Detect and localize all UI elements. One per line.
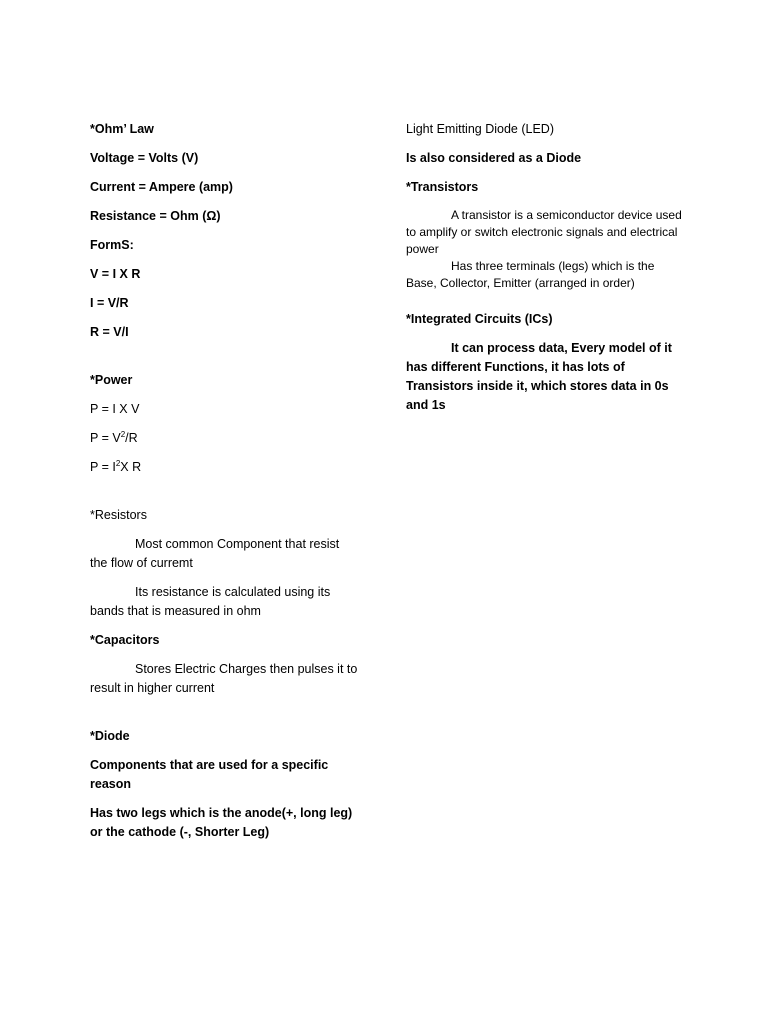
diode-paragraph-2: Has two legs which is the anode(+, long leg) or the cathode (-, Shorter Leg): [90, 806, 353, 839]
diode-paragraph-1: Components that are used for a specific reason: [90, 758, 329, 791]
formula-i: I = V/R: [90, 296, 129, 310]
transistors-paragraph-1: A transistor is a semiconductor device used to amplify or switch electronic signals and electrical power: [406, 208, 682, 256]
formula-v: V = I X R: [90, 267, 141, 281]
led-heading: Light Emitting Diode (LED): [406, 122, 554, 136]
transistors-paragraph-2: Has three terminals (legs) which is the Base, Collector, Emitter (arranged in order): [406, 259, 655, 290]
capacitors-heading: *Capacitors: [90, 633, 160, 647]
led-paragraph: Is also considered as a Diode: [406, 151, 582, 165]
power3-base: P = I: [90, 460, 116, 474]
voltage-line: Voltage = Volts (V): [90, 151, 199, 165]
power2-exponent: 2: [120, 429, 126, 439]
resistors-paragraph-2: Its resistance is calculated using its bands that is measured in ohm: [90, 585, 331, 618]
right-column: [406, 120, 686, 425]
power-heading: *Power: [90, 373, 133, 387]
formula-r: R = V/I: [90, 325, 129, 339]
power3-exponent: 2: [115, 458, 121, 468]
left-column: [90, 120, 360, 852]
ics-heading: *Integrated Circuits (ICs): [406, 312, 553, 326]
resistance-line: Resistance = Ohm (Ω): [90, 209, 221, 223]
current-line: Current = Ampere (amp): [90, 180, 233, 194]
resistors-paragraph-1: Most common Component that resist the flow of curremt: [90, 537, 340, 570]
power-formula-3: [90, 458, 360, 477]
resistors-heading: *Resistors: [90, 508, 147, 522]
power-formula-1: P = I X V: [90, 402, 140, 416]
power2-base: P = V: [90, 431, 121, 445]
diode-heading: *Diode: [90, 729, 130, 743]
forms-label: FormS:: [90, 238, 134, 252]
capacitors-paragraph: Stores Electric Charges then pulses it to result in higher current: [90, 662, 358, 695]
power-formula-2: [90, 429, 360, 448]
ohm-law-heading: *Ohm’ Law: [90, 122, 154, 136]
transistors-heading: *Transistors: [406, 180, 479, 194]
power3-rest: X R: [120, 460, 142, 474]
ics-paragraph: It can process data, Every model of it has different Functions, it has lots of Transistors inside it, which stores data in 0s and 1s: [406, 341, 672, 412]
power2-rest: /R: [125, 431, 138, 445]
